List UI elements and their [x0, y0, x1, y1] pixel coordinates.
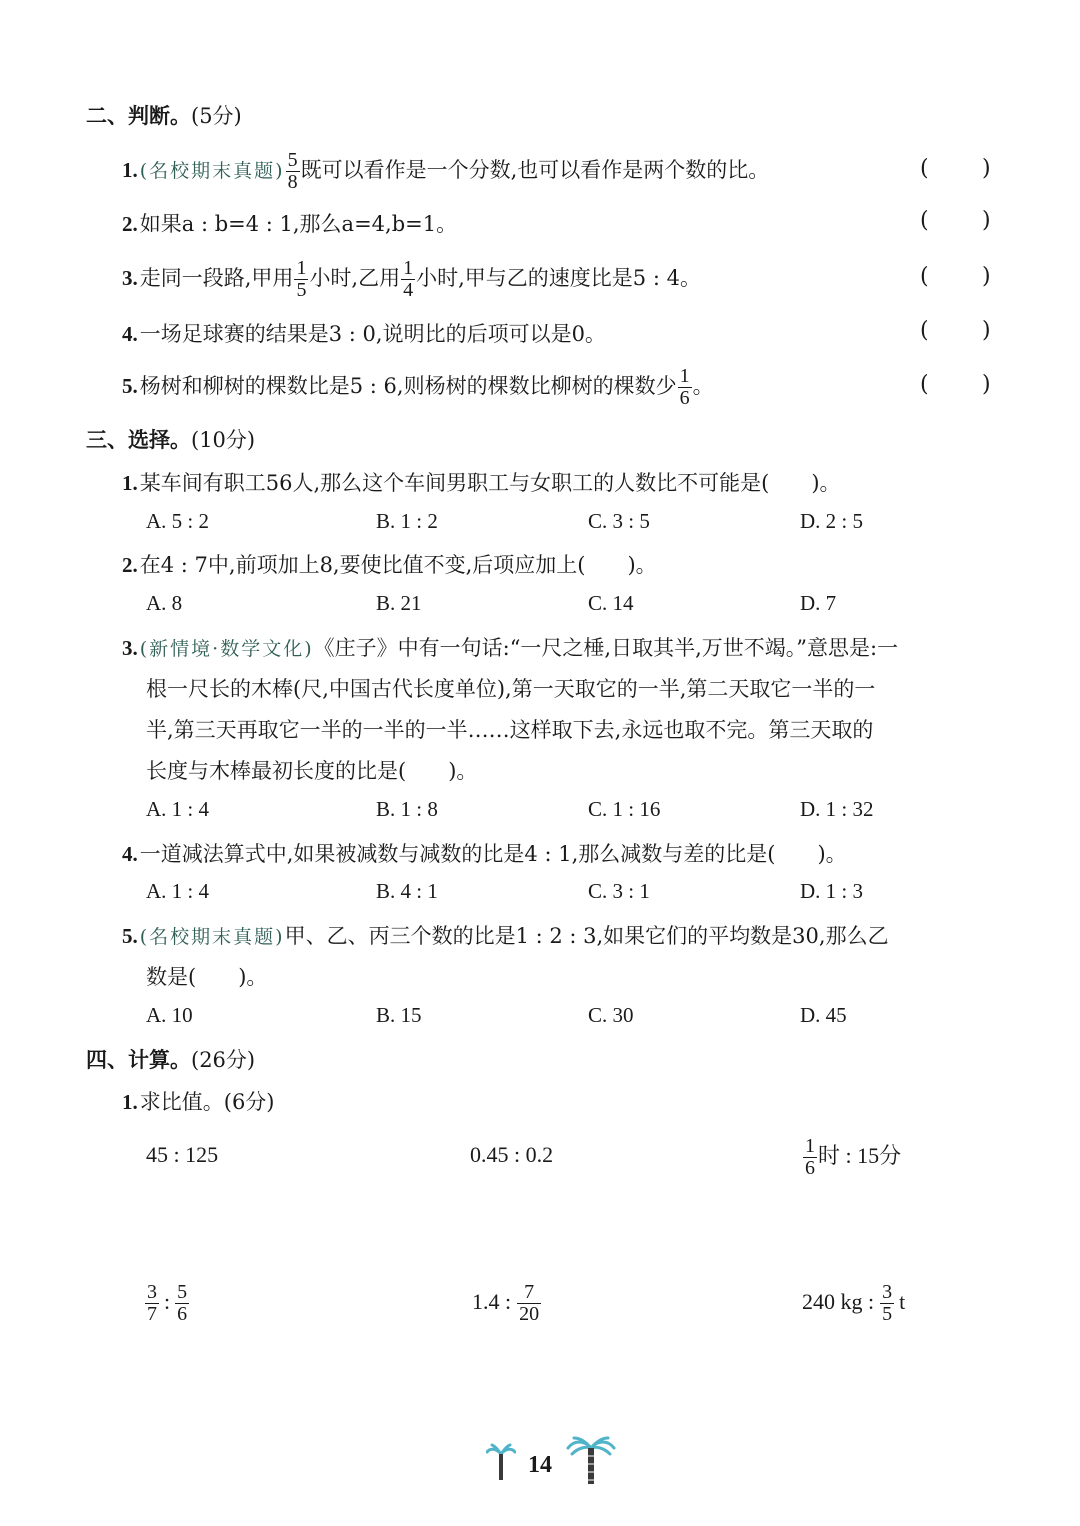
option-c[interactable]: C. 3 : 1 — [588, 879, 650, 903]
option-d[interactable]: D. 7 — [800, 591, 837, 615]
judgment-question-5: 5.杨树和柳树的棵数比是5 : 6,则杨树的棵数比柳树的棵数少 $\frac{1}{6}$ 。 — [122, 365, 714, 409]
option-a[interactable]: A. 5 : 2 — [146, 509, 209, 533]
answer-paren-open[interactable]: ( — [920, 208, 929, 233]
option-a[interactable]: A. 8 — [146, 591, 183, 615]
option-b[interactable]: B. 15 — [376, 1003, 422, 1027]
answer-paren-open[interactable]: ( — [920, 318, 929, 343]
section-title-choice: 三、选择。(10分) — [86, 428, 256, 452]
option-d[interactable]: D. 1 : 32 — [800, 797, 874, 821]
answer-paren-close[interactable]: ) — [982, 264, 991, 289]
fraction: $\frac{5}{6}$ — [177, 1281, 188, 1326]
option-c[interactable]: C. 30 — [588, 1003, 634, 1027]
choice-question-5-line-2: 数是( )。 — [146, 965, 268, 989]
fraction: $\frac{3}{5}$ — [882, 1281, 893, 1326]
choice-question-5: 5. (名校期末真题)甲、乙、丙三个数的比是1 : 2 : 3,如果它们的平均数是30,那么乙 — [122, 924, 889, 948]
calc-expression-1: 45 : 125 — [146, 1142, 219, 1167]
page-number: 14 — [528, 1452, 552, 1478]
fraction: $\frac{1}{5}$ — [296, 257, 307, 301]
palm-tree-icon — [566, 1436, 616, 1490]
choice-question-1: 1.某车间有职工56人,那么这个车间男职工与女职工的人数比不可能是( )。 — [122, 471, 841, 495]
choice-question-3-line-3: 半,第三天再取它一半的一半的一半……这样取下去,永远也取不完。第三天取的 — [146, 718, 874, 742]
judgment-question-4: 4.一场足球赛的结果是3 : 0,说明比的后项可以是0。 — [122, 322, 606, 346]
option-c[interactable]: C. 1 : 16 — [588, 797, 661, 821]
palm-tree-icon — [486, 1442, 516, 1486]
answer-paren-open[interactable]: ( — [920, 156, 929, 181]
option-a[interactable]: A. 10 — [146, 1003, 193, 1027]
option-b[interactable]: B. 1 : 2 — [376, 509, 438, 533]
option-c[interactable]: C. 3 : 5 — [588, 509, 650, 533]
fraction: $\frac{1}{6}$ — [679, 365, 690, 409]
judgment-question-2: 2.如果a : b=4 : 1,那么a=4,b=1。 — [122, 212, 458, 236]
option-a[interactable]: A. 1 : 4 — [146, 797, 209, 821]
choice-question-3-line-4: 长度与木棒最初长度的比是( )。 — [146, 759, 478, 783]
calc-subquestion-1: 1.求比值。(6分) — [122, 1090, 275, 1114]
option-b[interactable]: B. 21 — [376, 591, 422, 615]
judgment-question-1: 1. (名校期末真题) $\frac{5}{8}$ 既可以看作是一个分数,也可以看作是两个数的比。 — [122, 149, 770, 193]
option-d[interactable]: D. 45 — [800, 1003, 847, 1027]
calc-expression-4: $\frac{3}{7}$ : $\frac{5}{6}$ — [147, 1281, 188, 1326]
option-d[interactable]: D. 2 : 5 — [800, 509, 863, 533]
option-b[interactable]: B. 4 : 1 — [376, 879, 438, 903]
choice-question-3: 3. (新情境·数学文化)《庄子》中有一句话:“一尺之棰,日取其半,万世不竭。”意思是:一 — [122, 636, 899, 660]
answer-paren-close[interactable]: ) — [982, 372, 991, 397]
section-title-judgment: 二、判断。(5分) — [86, 104, 242, 128]
choice-question-2: 2.在4 : 7中,前项加上8,要使比值不变,后项应加上( )。 — [122, 553, 657, 577]
answer-paren-open[interactable]: ( — [920, 264, 929, 289]
option-a[interactable]: A. 1 : 4 — [146, 879, 209, 903]
choice-question-4: 4.一道减法算式中,如果被减数与减数的比是4 : 1,那么减数与差的比是( )。 — [122, 842, 847, 866]
judgment-question-3: 3.走同一段路,甲用 $\frac{1}{5}$ 小时,乙用 $\frac{1}{4}$ 小时,甲与乙的速度比是5 : 4。 — [122, 257, 701, 301]
fraction: $\frac{1}{4}$ — [403, 257, 414, 301]
answer-paren-open[interactable]: ( — [920, 372, 929, 397]
fraction: $\frac{1}{6}$ — [805, 1135, 815, 1180]
answer-paren-close[interactable]: ) — [982, 208, 991, 233]
calc-expression-2: 0.45 : 0.2 — [470, 1142, 554, 1167]
calc-expression-6: 240 kg : $\frac{3}{5}$ t — [802, 1281, 906, 1326]
answer-paren-close[interactable]: ) — [982, 156, 991, 181]
option-c[interactable]: C. 14 — [588, 591, 634, 615]
calc-expression-5: 1.4 : $\frac{7}{20}$ — [472, 1281, 540, 1326]
calc-expression-3: $\frac{1}{6}$ 时 : 15分 — [805, 1135, 902, 1180]
fraction: $\frac{5}{8}$ — [287, 149, 298, 193]
fraction: $\frac{7}{20}$ — [519, 1281, 540, 1326]
answer-paren-close[interactable]: ) — [982, 318, 991, 343]
choice-question-3-line-2: 根一尺长的木棒(尺,中国古代长度单位),第一天取它的一半,第二天取它一半的一 — [146, 677, 876, 701]
option-b[interactable]: B. 1 : 8 — [376, 797, 438, 821]
option-d[interactable]: D. 1 : 3 — [800, 879, 863, 903]
fraction: $\frac{3}{7}$ — [147, 1281, 157, 1326]
section-title-calculation: 四、计算。(26分) — [86, 1048, 256, 1072]
